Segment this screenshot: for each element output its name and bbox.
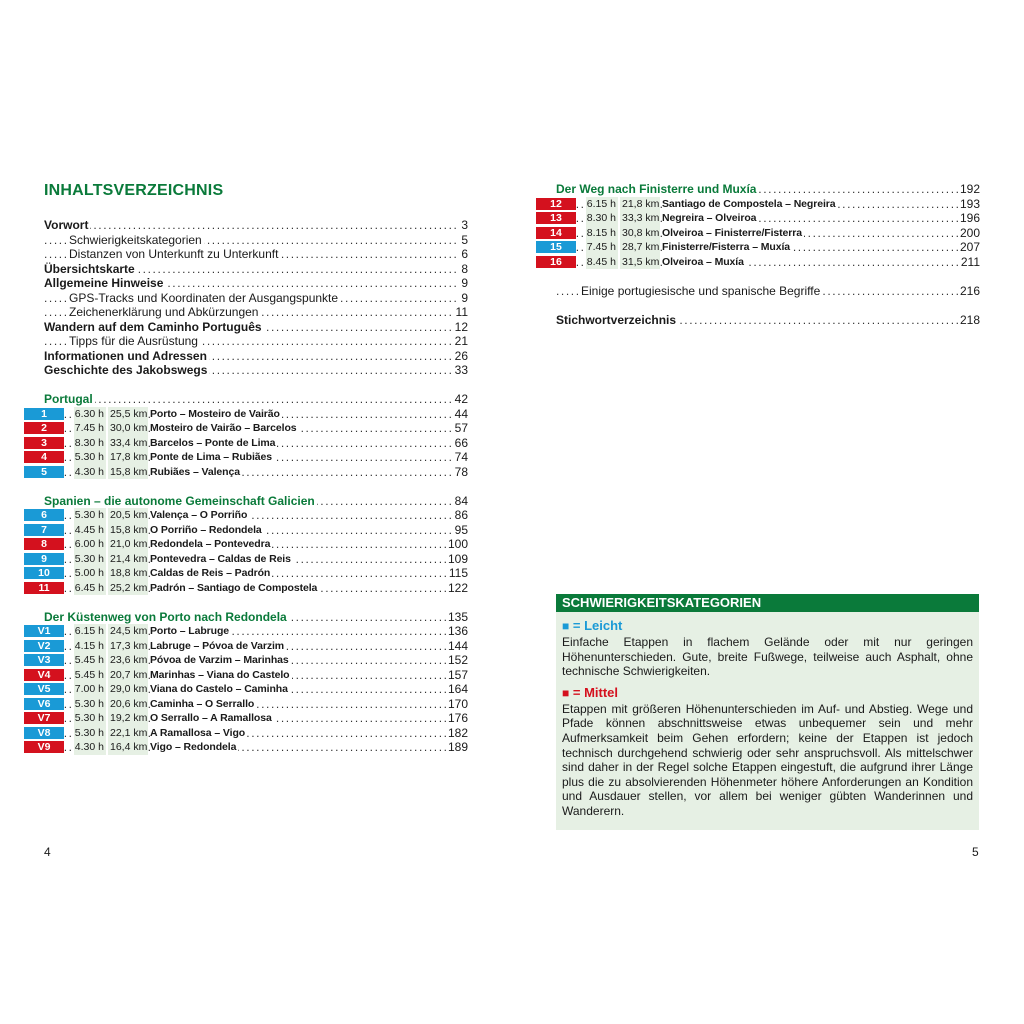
stage-entry (38, 566, 468, 581)
stage-page: 57 (454, 421, 468, 435)
stage-entry (550, 211, 980, 226)
toc-section-heading (44, 494, 468, 509)
stage-page: 157 (447, 667, 468, 682)
stage-distance: 23,6 km (110, 654, 148, 666)
stage-duration: 5.45 h (74, 654, 104, 666)
stage-number-badge: 14 (536, 227, 576, 239)
stage-distance: 25,5 km (110, 407, 148, 420)
toc-entry (556, 284, 980, 299)
toc-entry (44, 276, 468, 291)
toc-entry-page: 5 (461, 232, 468, 247)
stage-entry (37, 682, 468, 697)
stage-distance: 33,4 km (110, 436, 148, 449)
toc-entry-page: 3 (461, 218, 468, 232)
stage-distance: 17,8 km (110, 451, 148, 463)
toc-entry-text: Stichwortverzeichnis (556, 312, 677, 327)
toc-left-column (37, 182, 468, 755)
stage-number-badge: 16 (536, 256, 576, 268)
stage-entry (37, 725, 468, 741)
stage-distance: 21,4 km (110, 552, 148, 565)
toc-entry (44, 291, 468, 306)
stage-number-badge: 11 (24, 582, 64, 594)
stage-route: Barcelos – Ponte de Lima (150, 436, 276, 449)
stage-page: 193 (959, 196, 980, 211)
stage-distance: 15,8 km (110, 523, 148, 536)
page-number-left: 4 (44, 845, 51, 859)
stage-distance: 17,3 km (110, 639, 148, 652)
stage-route: Marinhas – Viana do Castelo (150, 668, 290, 681)
toc-entry-text: Wandern auf dem Caminho Português (44, 319, 262, 334)
stage-route: Labruge – Póvoa de Varzim (150, 639, 285, 652)
stage-route: Porto – Mosteiro de Vairão (150, 407, 280, 420)
stage-route: A Ramallosa – Vigo (150, 726, 246, 739)
toc-entry (556, 313, 980, 328)
stage-distance: 31,5 km (622, 255, 660, 268)
stage-number-badge: 9 (24, 553, 64, 565)
stage-distance: 20,7 km (110, 668, 148, 681)
stage-route: O Porriño – Redondela (150, 523, 262, 536)
stage-entry (41, 435, 468, 451)
toc-entry-page: 6 (461, 247, 468, 261)
stage-route: O Serrallo – A Ramallosa (150, 712, 272, 724)
stage-duration: 8.30 h (74, 436, 104, 449)
stage-number-badge: V3 (24, 654, 64, 666)
stage-entry (41, 464, 468, 480)
stage-page: 100 (447, 537, 468, 551)
section-page: 42 (454, 392, 468, 406)
toc-entry-text: Vorwort (44, 218, 89, 232)
stage-entry (41, 421, 468, 436)
toc-entry-text: Geschichte des Jakobswegs (44, 363, 208, 377)
stage-number-badge: 15 (536, 241, 576, 253)
toc-entry-text: Allgemeine Hinweise (44, 276, 164, 290)
stage-distance: 18,8 km (110, 567, 148, 579)
stage-page: 176 (447, 711, 468, 725)
stage-entry (550, 225, 980, 241)
stage-distance: 22,1 km (110, 726, 148, 739)
stage-duration: 5.30 h (74, 451, 104, 463)
stage-route: Mosteiro de Vairão – Barcelos (150, 422, 297, 434)
stage-duration: 5.45 h (74, 668, 104, 681)
stage-distance: 21,0 km (110, 538, 148, 550)
toc-entry (44, 218, 468, 233)
toc-entry-page: 9 (461, 276, 468, 290)
stage-distance: 28,7 km (622, 241, 660, 253)
legend-medium-text: Etappen mit größeren Höhenunterschieden im Auf- und Abstieg. Wege und Pfade können abschnittsweise etwas unbequemer sein und mehr Aufmerksamkeit beim Gehen erfordern; keine der Etappen ist jedoch technisch durchgehend schwierig oder sehr anspruchsvoll. Als mittelschwer sind daher in der Regel solche Etappen eingestuft, die aufgrund ihrer Länge plus die zu absolvierenden Höhenmeter höhere Anforderungen an Kondition und Ausdauer stellen, vor allem bei weniger gübten Wanderinnen und Wanderern. (562, 701, 973, 818)
stage-page: 207 (959, 240, 980, 254)
red-square-icon: ■ (562, 685, 570, 700)
toc-entry-page: 11 (455, 305, 468, 319)
stage-distance: 25,2 km (110, 581, 148, 594)
toc-entry-page: 21 (454, 334, 468, 348)
stage-duration: 5.00 h (74, 567, 104, 579)
stage-entry (41, 537, 468, 552)
stage-page: 136 (447, 624, 468, 638)
stage-number-badge: 3 (24, 437, 64, 449)
stage-number-badge: 8 (24, 538, 64, 550)
stage-page: 74 (454, 450, 468, 464)
stage-entry (550, 196, 980, 212)
legend-header: SCHWIERIGKEITSKATEGORIEN (556, 594, 979, 612)
toc-entry (44, 262, 468, 277)
stage-duration: 6.15 h (74, 625, 104, 637)
stage-duration: 5.30 h (74, 697, 104, 710)
stage-duration: 8.45 h (586, 255, 616, 268)
stage-distance: 33,3 km (622, 212, 660, 224)
stage-distance: 24,5 km (110, 625, 148, 637)
toc-extra-list (556, 284, 980, 328)
stage-page: 115 (448, 566, 468, 580)
toc-entry-page: 33 (454, 363, 468, 377)
stage-number-badge: 4 (24, 451, 64, 463)
stage-duration: 4.15 h (74, 639, 104, 652)
toc-entry-page: 8 (461, 261, 468, 276)
stage-number-badge: 5 (24, 466, 64, 478)
stage-page: 144 (447, 638, 468, 653)
stage-duration: 4.30 h (74, 741, 104, 753)
toc-entry-page: 216 (959, 283, 980, 298)
stage-entry (37, 667, 468, 683)
stage-page: 189 (447, 740, 468, 754)
section-title: Der Küstenweg von Porto nach Redondela (44, 609, 287, 624)
stage-route: Valença – O Porriño (150, 509, 248, 521)
stage-page: 170 (447, 696, 468, 711)
toc-entry (44, 305, 468, 320)
stage-duration: 4.45 h (74, 523, 104, 536)
stage-page: 164 (447, 682, 468, 696)
stage-route: Santiago de Compostela – Negreira (662, 197, 836, 210)
stage-number-badge: V7 (24, 712, 64, 724)
stage-number-badge: 2 (24, 422, 64, 434)
toc-finisterre-section (550, 182, 980, 269)
stage-entry (41, 551, 468, 567)
stage-entry (37, 638, 468, 654)
stage-route: Pontevedra – Caldas de Reis (150, 552, 291, 565)
toc-entry (44, 363, 468, 378)
toc-entry-text: Übersichtskarte (44, 261, 135, 276)
stage-number-badge: 10 (24, 567, 64, 579)
stage-duration: 4.30 h (74, 465, 104, 478)
toc-entry (44, 349, 468, 364)
stage-route: Olveiroa – Finisterre/Fisterra (662, 226, 802, 239)
stage-page: 122 (447, 580, 468, 595)
stage-number-badge: 12 (536, 198, 576, 210)
stage-page: 95 (454, 522, 468, 537)
stage-number-badge: 13 (536, 212, 576, 224)
stage-page: 78 (454, 464, 468, 479)
stage-page: 211 (960, 254, 980, 269)
toc-entry-page: 26 (454, 348, 468, 363)
stage-distance: 16,4 km (110, 741, 148, 753)
toc-entry-text: Zeichenerklärung und Abkürzungen (69, 305, 259, 319)
stage-route: Finisterre/Fisterra – Muxía (662, 241, 791, 253)
legend-medium-label: = Mittel (572, 684, 619, 700)
stage-entry (38, 580, 468, 596)
stage-page: 152 (447, 653, 468, 667)
legend-easy-label: = Leicht (572, 618, 623, 633)
toc-section-heading (44, 610, 468, 625)
section-page: 135 (447, 609, 468, 624)
stage-distance: 30,0 km (110, 422, 148, 434)
legend-easy-title (562, 618, 973, 633)
stage-route: Vigo – Redondela (150, 741, 237, 753)
stage-route: Rubiães – Valença (150, 465, 240, 478)
stage-duration: 6.45 h (74, 581, 104, 594)
stage-duration: 5.30 h (74, 726, 104, 739)
stage-duration: 7.45 h (586, 241, 616, 253)
section-title: Spanien – die autonome Gemeinschaft Galicien (44, 493, 315, 508)
stage-page: 182 (447, 725, 468, 740)
toc-intro-list (44, 218, 468, 378)
stage-page: 196 (959, 211, 980, 225)
stage-page: 200 (959, 225, 980, 240)
toc-right-column (550, 182, 980, 327)
stage-duration: 8.30 h (586, 212, 616, 224)
stage-entry (550, 254, 980, 270)
stage-entry (41, 450, 468, 465)
stage-route: Caldas de Reis – Padrón (150, 567, 271, 579)
toc-entry (44, 320, 468, 335)
toc-entry (44, 334, 468, 349)
toc-entry-text: GPS-Tracks und Koordinaten der Ausgangspunkte (69, 290, 339, 305)
toc-entry-page: 9 (461, 290, 468, 305)
stage-page: 66 (454, 435, 468, 450)
stage-entry (41, 406, 468, 422)
stage-distance: 30,8 km (622, 226, 660, 239)
stage-duration: 7.00 h (74, 683, 104, 695)
stage-number-badge: V9 (24, 741, 64, 753)
toc-entry-text: Tipps für die Ausrüstung (69, 334, 198, 348)
toc-sections (37, 378, 468, 755)
stage-entry (41, 522, 468, 538)
stage-duration: 5.30 h (74, 712, 104, 724)
stage-route: Viana do Castelo – Caminha (150, 683, 288, 695)
toc-entry (44, 233, 468, 248)
stage-number-badge: V2 (24, 640, 64, 652)
stage-number-badge: V5 (24, 683, 64, 695)
stage-route: Negreira – Olveiroa (662, 212, 757, 224)
stage-route: Padrón – Santiago de Compostela (150, 581, 318, 594)
stage-duration: 8.15 h (586, 226, 616, 239)
section-title: Portugal (44, 392, 93, 406)
section-page: 84 (454, 493, 468, 508)
stage-entry (37, 740, 468, 755)
stage-entry (37, 696, 468, 712)
stage-number-badge: 1 (24, 408, 64, 420)
toc-entry-text: Schwierigkeitskategorien (69, 232, 202, 247)
blue-square-icon: ■ (562, 619, 570, 633)
stage-route: Redondela – Pontevedra (150, 538, 271, 550)
stage-entry (37, 711, 468, 726)
stage-distance: 29,0 km (110, 683, 148, 695)
toc-entry-text: Distanzen von Unterkunft zu Unterkunft (69, 247, 279, 261)
legend-medium-title (562, 685, 973, 700)
difficulty-legend (556, 594, 979, 830)
stage-number-badge: 7 (24, 524, 64, 536)
stage-distance: 20,5 km (110, 509, 148, 521)
stage-duration: 5.30 h (74, 509, 104, 521)
stage-distance: 19,2 km (110, 712, 148, 724)
section-title: Der Weg nach Finisterre und Muxía (556, 182, 757, 196)
stage-route: Ponte de Lima – Rubiães (150, 451, 272, 463)
stage-entry (37, 624, 468, 639)
section-page: 192 (959, 182, 980, 196)
toc-entry-page: 12 (454, 319, 468, 334)
stage-page: 44 (454, 406, 468, 421)
stage-number-badge: V4 (24, 669, 64, 681)
stage-distance: 15,8 km (110, 465, 148, 478)
stage-page: 109 (447, 551, 468, 566)
stage-entry (41, 508, 468, 523)
stage-number-badge: V6 (24, 698, 64, 710)
stage-route: Póvoa de Varzim – Marinhas (150, 654, 289, 666)
stage-number-badge: V1 (24, 625, 64, 637)
stage-route: Porto – Labruge (150, 625, 230, 637)
toc-entry (44, 247, 468, 262)
stage-duration: 5.30 h (74, 552, 104, 565)
toc-title: INHALTSVERZEICHNIS (44, 182, 224, 199)
stage-duration: 7.45 h (74, 422, 104, 434)
stage-duration: 6.00 h (74, 538, 104, 550)
stage-distance: 21,8 km (622, 197, 660, 210)
stage-route: Caminha – O Serrallo (150, 697, 255, 710)
page-number-right: 5 (972, 845, 979, 859)
stage-distance: 20,6 km (110, 697, 148, 710)
stage-entry (37, 653, 468, 668)
toc-section-heading (44, 392, 468, 407)
legend-easy-text: Einfache Etappen in flachem Gelände oder mit nur geringen Höhenunterschieden. Gute, breite Fußwege, teilweise auch Asphalt, ohne technische Schwierigkeiten. (562, 635, 973, 679)
toc-entry-text: Einige portugiesische und spanische Begriffe (581, 283, 821, 298)
stage-page: 86 (454, 508, 468, 522)
toc-entry-page: 218 (959, 312, 980, 327)
stage-duration: 6.30 h (74, 407, 104, 420)
toc-entry-text: Informationen und Adressen (44, 348, 207, 363)
stage-route: Olveiroa – Muxía (662, 255, 744, 268)
stage-duration: 6.15 h (586, 197, 616, 210)
toc-section-heading (556, 182, 980, 197)
stage-entry (550, 240, 980, 255)
stage-number-badge: 6 (24, 509, 64, 521)
stage-number-badge: V8 (24, 727, 64, 739)
